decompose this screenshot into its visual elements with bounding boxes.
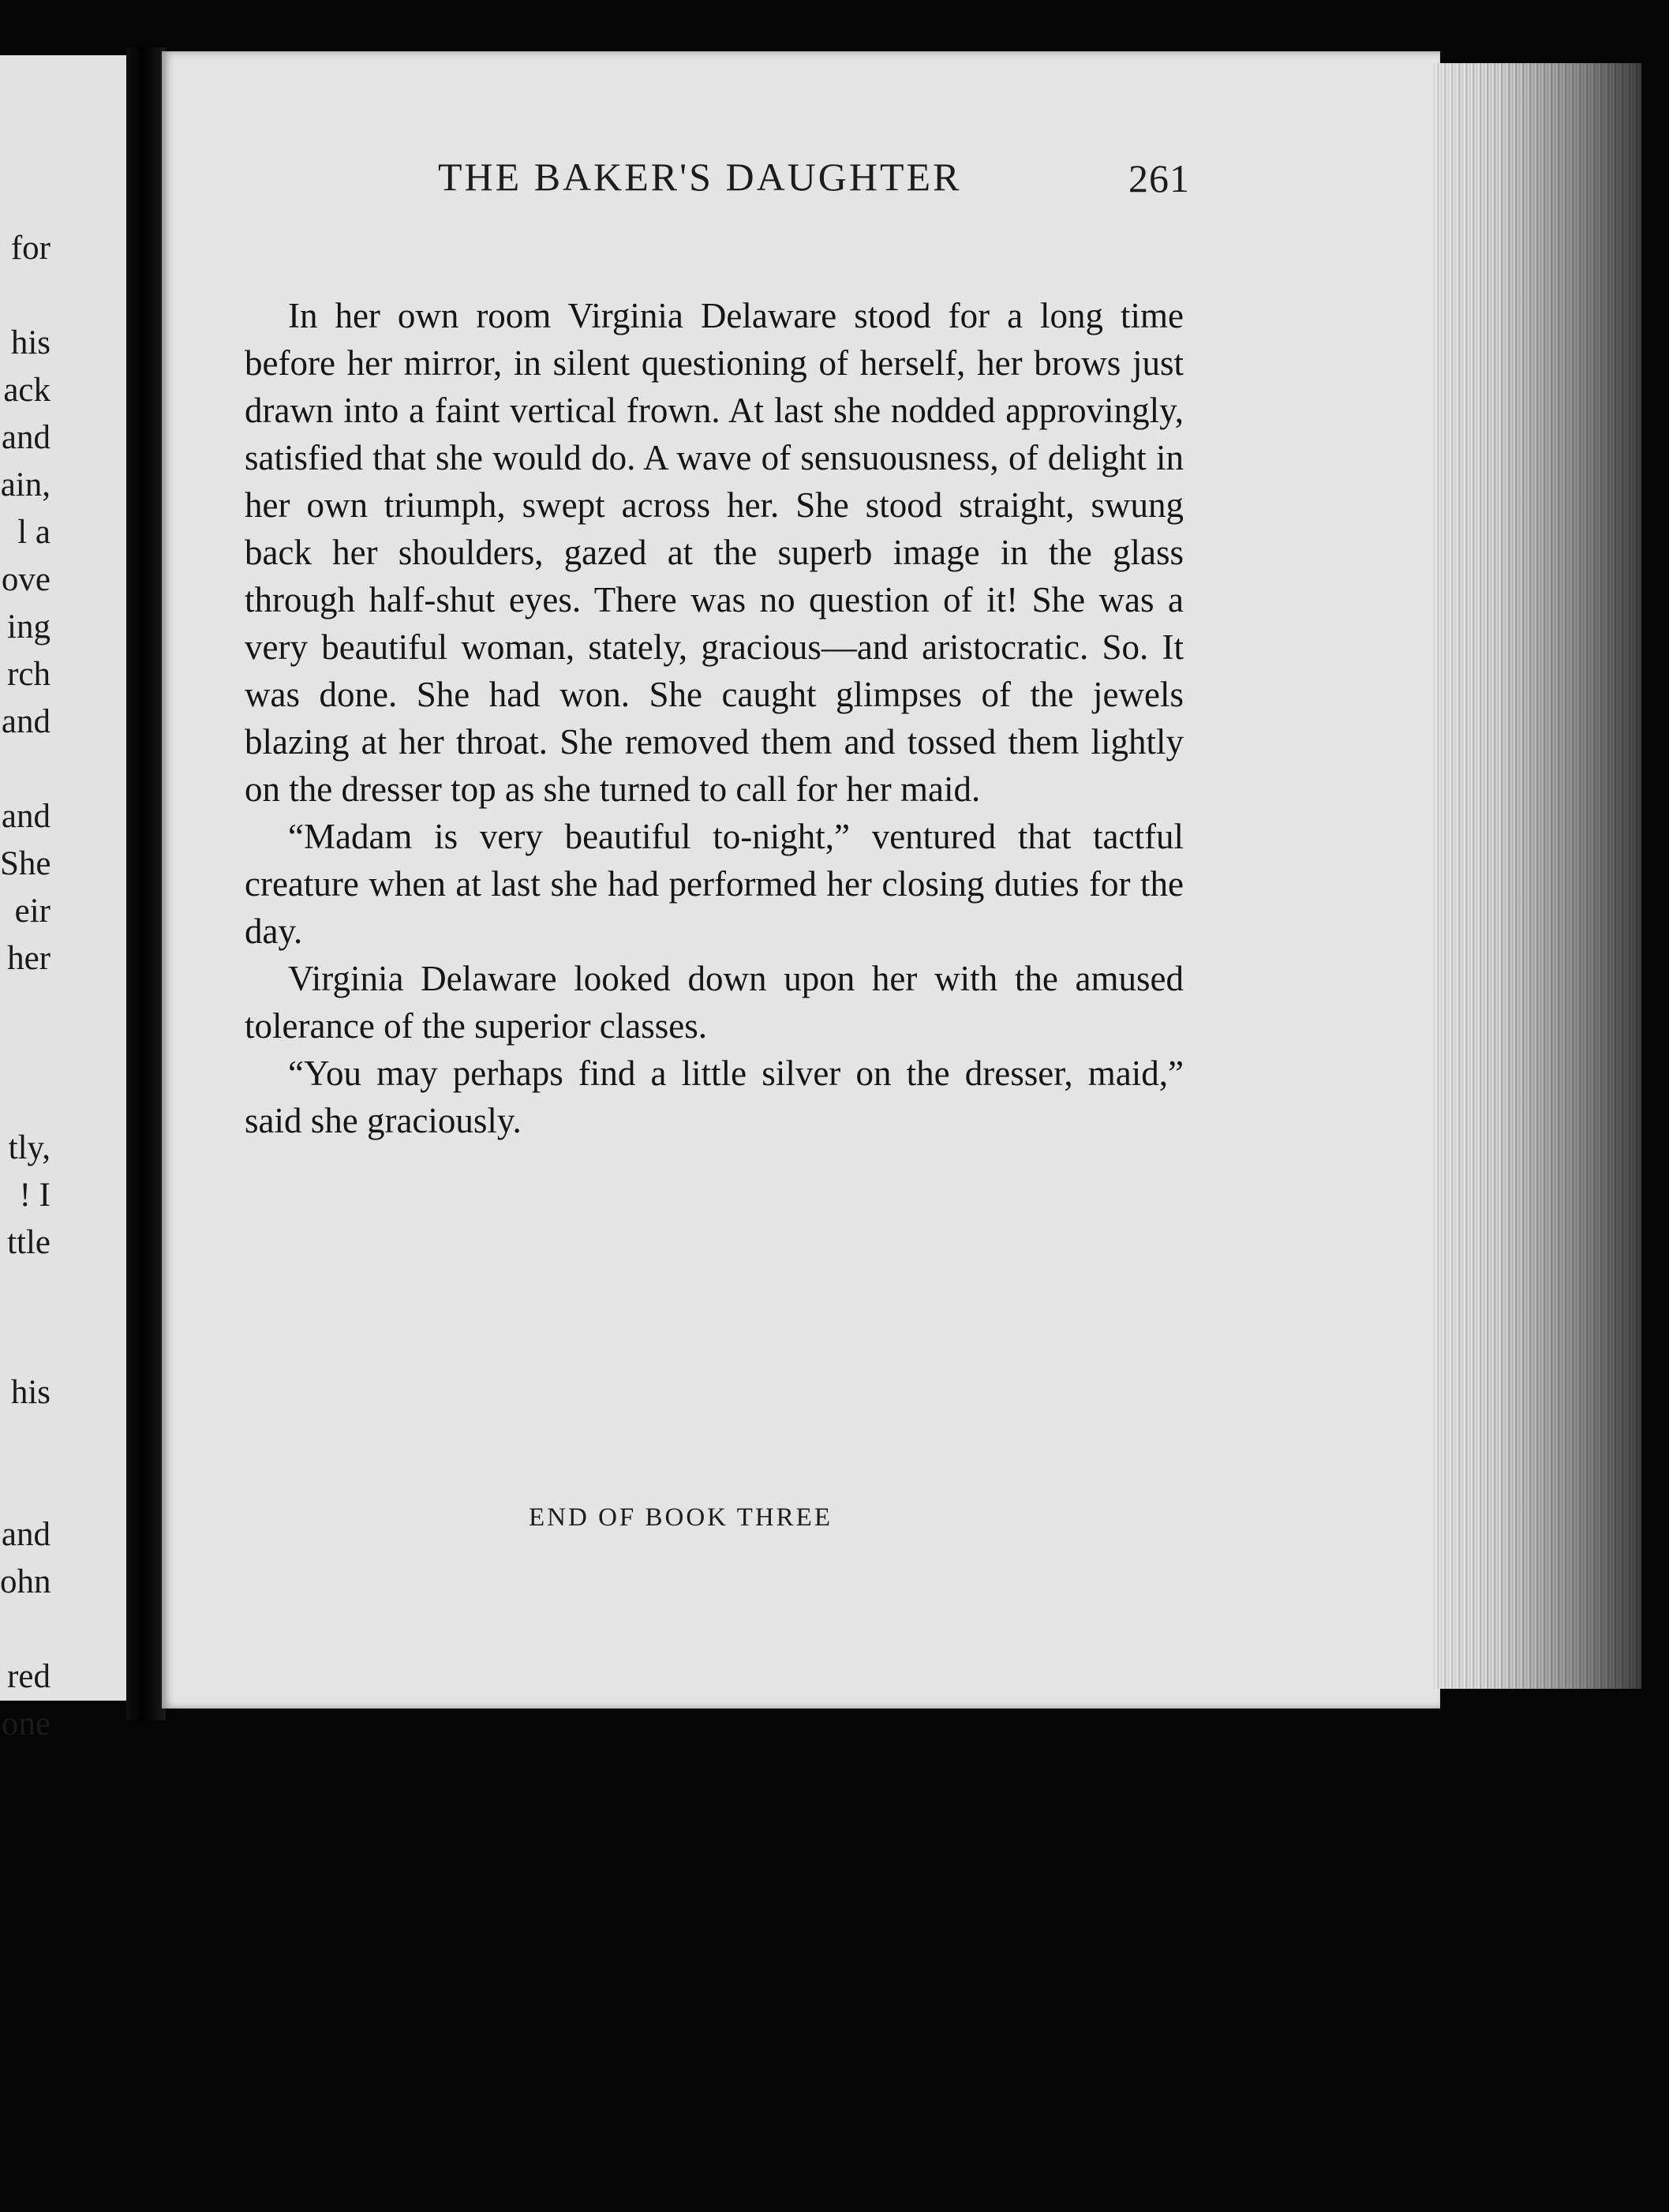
facing-page-fragment: and [1,1516,51,1553]
facing-page [0,55,133,1742]
facing-page-fragment: red [7,1658,51,1695]
facing-page-fragment: and [1,798,51,835]
end-of-book-marker: END OF BOOK THREE [529,1503,833,1532]
paragraph: “Madam is very beautiful to-night,” ventured that tactful creature when at last she had performed her closing duties for the day. [245,817,1184,951]
facing-page-fragment: ack [3,372,51,409]
facing-page-fragment: one [1,1705,51,1742]
facing-page-fragment: tly, [8,1129,51,1166]
facing-page-fragment: his [10,1374,51,1411]
facing-page-fragment: and [1,703,51,740]
paragraph: In her own room Virginia Delaware stood for a long time before her mirror, in silent questioning of herself, her brows just drawn into a faint vertical frown. At last she nodded approvingly, satisfied that she would do. A wave of sensuousness, of delight in her own triumph, swept across her. She stood straight, swung back her shoulders, gazed at the superb image in the glass through half-shut eyes. There was no question of it! She was a very beautiful woman, stately, gracious—and aristocratic. So. It was done. She had won. She caught glimpses of the jewels blazing at her throat. She removed them and tossed them lightly on the dresser top as she turned to call for her maid. [245,296,1184,809]
facing-page-fragment: ! I [19,1177,51,1214]
facing-page-fragment: his [10,324,51,361]
body-text [245,292,1184,1144]
facing-page-fragment: ing [7,608,51,646]
paragraph: “You may perhaps find a little silver on the dresser, maid,” said she graciously. [245,1054,1184,1140]
facing-page-fragment: l a [17,514,51,551]
facing-page-fragment: rch [7,656,51,693]
facing-page-fragment: ain, [0,466,51,503]
page-number: 261 [1128,156,1190,200]
running-head-title: THE BAKER'S DAUGHTER [438,155,962,199]
facing-page-fragment: She [0,845,51,882]
facing-page-fragment: her [7,940,51,977]
facing-page-fragment: for [10,230,51,267]
facing-page-fragment: ove [1,561,51,598]
facing-page-fragment: and [1,419,51,456]
facing-page-fragment: eir [14,893,51,930]
page-edges [1432,63,1641,1689]
facing-page-text [0,55,133,1742]
facing-page-fragment: ohn [0,1563,51,1600]
facing-page-fragment: ttle [7,1224,51,1261]
paragraph: Virginia Delaware looked down upon her with the amused tolerance of the superior classes. [245,959,1184,1046]
book-gutter [126,47,166,1720]
